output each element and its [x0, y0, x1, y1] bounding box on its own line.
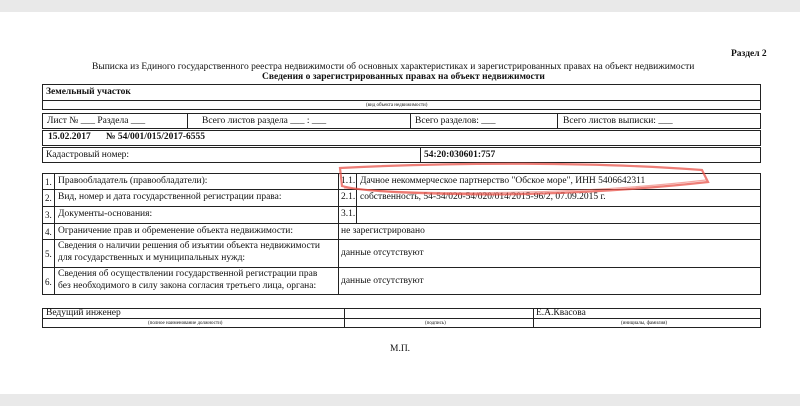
- stamp-place: М.П.: [390, 344, 411, 354]
- total-sections: Всего разделов: ___: [415, 116, 496, 126]
- row-6-value: данные отсутствуют: [341, 276, 424, 286]
- row-5-label-line2: для государственных и муниципальных нужд:: [58, 253, 246, 263]
- extract-number: № 54/001/015/2017-6555: [106, 132, 206, 142]
- row-5-label-line1: Сведения о наличии решения об изъятии объекта недвижимости: [58, 241, 320, 251]
- caption-position: (полное наименование должности): [148, 321, 223, 326]
- object-type-caption: (вид объекта недвижимости): [366, 103, 428, 108]
- row-3-number: 3.: [45, 210, 52, 220]
- row-2-sub: 2.1.: [341, 192, 356, 202]
- total-sheets-section: Всего листов раздела ___ : ___: [202, 116, 327, 126]
- section-label: Раздел 2: [731, 49, 767, 59]
- cadastral-value: 54:20:030601:757: [424, 150, 496, 160]
- row-3-label: Документы-основания:: [58, 209, 153, 219]
- top-bar: [0, 0, 800, 12]
- row-1-label: Правообладатель (правообладатели):: [58, 176, 208, 186]
- object-type: Земельный участок: [46, 87, 131, 97]
- row-1-value: Дачное некоммерческое партнерство "Обское море", ИНН 5406642311: [360, 176, 646, 186]
- row-4-label: Ограничение прав и обременение объекта недвижимости:: [58, 226, 293, 236]
- signer-position: Ведущий инженер: [46, 308, 121, 318]
- row-5-value: данные отсутствуют: [341, 248, 424, 258]
- bottom-bar: [0, 394, 800, 406]
- row-3-sub: 3.1.: [341, 209, 356, 219]
- caption-name: (инициалы, фамилия): [621, 321, 668, 326]
- signer-name: Е.А.Квасова: [536, 308, 586, 318]
- header-line1: Выписка из Единого государственного реестра недвижимости об основных характеристиках и зарегистрированных правах на объект недвижимости: [92, 62, 695, 72]
- row-2-label: Вид, номер и дата государственной регистрации права:: [58, 192, 282, 202]
- row-6-label-line1: Сведения об осуществлении государственной регистрации прав: [58, 269, 318, 279]
- row-6-number: 6.: [45, 277, 52, 287]
- sheet-label: Лист № ___ Раздела ___: [47, 116, 146, 126]
- row-2-value: собственность, 54-54/020-54/020/014/2015-96/2, 07.09.2015 г.: [360, 192, 606, 202]
- extract-date: 15.02.2017: [48, 132, 91, 142]
- cadastral-label: Кадастровый номер:: [46, 150, 130, 160]
- total-sheets-extract: Всего листов выписки: ___: [563, 116, 673, 126]
- row-1-number: 1.: [45, 177, 52, 187]
- header-line2: Сведения о зарегистрированных правах на объект недвижимости: [262, 72, 545, 82]
- caption-sign: (подпись): [425, 321, 446, 326]
- row-2-number: 2.: [45, 193, 52, 203]
- row-4-number: 4.: [45, 227, 52, 237]
- highlight-mark: [336, 160, 716, 202]
- row-1-sub: 1.1.: [341, 176, 356, 186]
- row-6-label-line2: без необходимого в силу закона согласия третьего лица, органа:: [58, 281, 317, 291]
- row-4-value: не зарегистрировано: [341, 226, 425, 236]
- row-5-number: 5.: [45, 249, 52, 259]
